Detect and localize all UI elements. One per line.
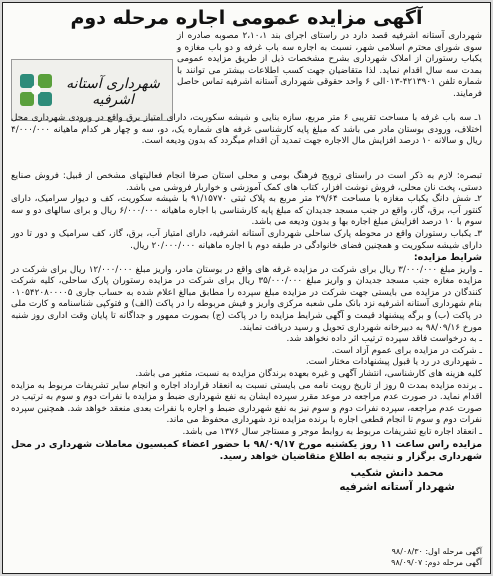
- logo-text: شهرداری آستانه اشرفیه: [66, 76, 160, 108]
- municipality-emblem-icon: [18, 72, 54, 108]
- signer-name: محمد دانش شکیب: [350, 466, 444, 479]
- condition-lease-law: ـ انعقاد اجاره تابع تشریفات مربوط به روابط موجر و مستاجر سال ۱۳۷۶ می باشد.: [182, 426, 482, 437]
- publication-date-first: آگهی مرحله اول: ۹۸/۰۸/۳۰: [391, 547, 482, 556]
- note-1: تبصره: لازم به ذکر است در راستای ترویج فرهنگ بومی و محلی استان صرفا انجام فعالیتهای مشخص از قبیل: فروش صنایع دستی، پخت نان محلی، فروش نوشت افزار، کتاب های کمک آموزشی و خواربار فروشی می باشد.: [11, 171, 482, 193]
- condition-no-deposit: ـ به درخواست فاقد سپرده ترتیب اثر داده نخواهد شد.: [286, 334, 482, 345]
- signature-block: [11, 466, 482, 494]
- conditions-title: شرایط مزایده:: [413, 252, 482, 264]
- condition-open-to-public: ـ شرکت در مزایده برای عموم آزاد است.: [331, 345, 482, 356]
- condition-deposit: ـ واریز مبلغ ۳/۰۰۰/۰۰۰ ریال برای شرکت در مزایده غرفه های واقع در بوستان مادر، واریز مبلغ ۱۲/۰۰۰/۰۰۰ ریال برای شرکت در مزایده مغازه جنب مسجد جدیدان و واریز مبلغ ۳۵/۰۰۰/۰۰۰ ریال برای شرکت در مزایده رستوران پارک ساحلی، کلیه شرکت کنندگان در مزایده می بایستی جهت شرکت در مزایده مبلغ سپرده را مطابق مبالغ اعلام شده به حساب جاری ۰۱۰۵۴۲۰۸۰۰۰۰۵ بنام شهرداری آستانه اشرفیه نزد بانک ملی شعبه مرکزی واریز و فیش مربوطه را در پاکت (الف) و فتوکپی شناسنامه و کارت ملی در پاکت (ب) و برگه پیشنهاد قیمت و آگهی شرایط مزایده را در پاکت (ج) بصورت ممهور و جداگانه تا پایان وقت اداری روز شنبه مورخ ۹۸/۰۹/۱۶ به دبیرخانه شهرداری تحویل و رسید دریافت نمایند.: [11, 264, 482, 333]
- condition-contract-deadline: ـ برنده مزایده بمدت ۵ روز از تاریخ رویت نامه می بایستی نسبت به انعقاد قرارداد اجاره و انجام سایر تشریفات مربوط به مزایده اقدام نماید. در صورت عدم مراجعه در موعد مقرر سپرده ایشان به نفع شهرداری ضبط و مزایده با نفرات دوم و سوم به ترتیب در صورت عدم مراجعه، سپرده نفرات دوم و سوم نیز به نفع شهرداری ضبط و اجاره با نفرات بعدی منعقد خواهد شد. همچنین سپرده نفرات دوم و سوم تا انجام قطعی اجاره با برنده مزایده نزد شهرداری محفوظ می ماند.: [11, 380, 482, 426]
- publication-dates: [391, 546, 482, 568]
- notice-intro: شهرداری آستانه اشرفیه قصد دارد در راستای اجرای بند ۲،۱۰،۱ مصوبه صادره از سوی شورای محترم اسلامی شهر، نسبت به اجاره سه باب غرفه و دو باب مغازه و یکباب رستوران از املاک شهرداری بشرح مشخصات ذیل از طریق مزایده عمومی بمدت سه سال اقدام نماید. لذا متقاضیان جهت کسب اطلاعات بیشتر می توانند با شماره تلفن ۴۲۱۳۹۰۱-۰۱۳الی ۶ واحد حقوقی شهرداری آستانه اشرفیه تماس حاصل فرمایند.: [177, 31, 482, 99]
- item-2: ۲ـ شش دانگ یکباب مغازه با مساحت ۲۹/۶۴ متر مربع به پلاک ثبتی ۹۱/۱۵۷۷۰ با شیشه سکوریت، کف و دیوار سرامیک، دارای کنتور آب، برق، گاز، واقع در جنب مسجد جدیدان که مبلغ پایه کارشناسی با اجاره ماهیانه ۶/۰۰۰/۰۰۰ ریال و برای سالهای دو و سه سوم با ۱۰ درصد افزایش مبلغ اجاره بها و بدون ودیعه می باشد.: [11, 194, 482, 228]
- item-3: ۳ـ یکباب رستوران واقع در محوطه پارک ساحلی شهرداری آستانه اشرفیه، دارای امتیاز آب، برق، گاز، کف سرامیک و دور تا دور دارای شیشه سکوریت و همچنین فضای خانوادگی در طبقه دوم با اجاره ماهیانه ۲۰/۰۰۰/۰۰۰ ریال.: [11, 228, 482, 251]
- auction-date-line: مزایده راس ساعت ۱۱ روز یکشنبه مورخ ۹۸/۰۹/۱۷ با حضور اعضاء کمیسیون معاملات شهرداری در محل شهرداری برگزار و نتیجه به اطلاع متقاضیان خواهد رسید.: [11, 438, 482, 462]
- publication-date-second: آگهی مرحله دوم: ۹۸/۰۹/۰۷: [391, 558, 482, 567]
- condition-costs: کلیه هزینه های کارشناسی، انتشار آگهی و غیره بعهده برندگان مزایده به نسبت، متغیر می باشد.: [135, 369, 482, 379]
- municipality-logo: [11, 59, 173, 121]
- notice-title: آگهی مزایده عمومی اجاره مرحله دوم: [70, 7, 423, 29]
- auction-notice: [2, 2, 491, 574]
- signer-title: شهردار آستانه اشرفیه: [339, 480, 455, 493]
- condition-reject-accept: ـ شهرداری در رد یا قبول پیشنهادات مختار است.: [305, 357, 482, 368]
- notice-top-block: [11, 31, 482, 171]
- item-1: ۱ـ سه باب غرفه با مساحت تقریبی ۶ متر مربع، سازه بنایی و شیشه سکوریت، دارای امتیاز برق واقع در ورودی شهرداری محل اختلاف، ورودی بوستان مادر می باشد که مبلغ پایه کارشناسی غرفه های شماره یک، دو، سه و چهار هر کدام ماهیانه ۴/۰۰۰/۰۰۰ ریال و سالانه ۱۰ درصد افزایش مال الاجاره جهت تمدید آن اقدام میگردد که بدون ودیعه است.: [11, 113, 482, 147]
